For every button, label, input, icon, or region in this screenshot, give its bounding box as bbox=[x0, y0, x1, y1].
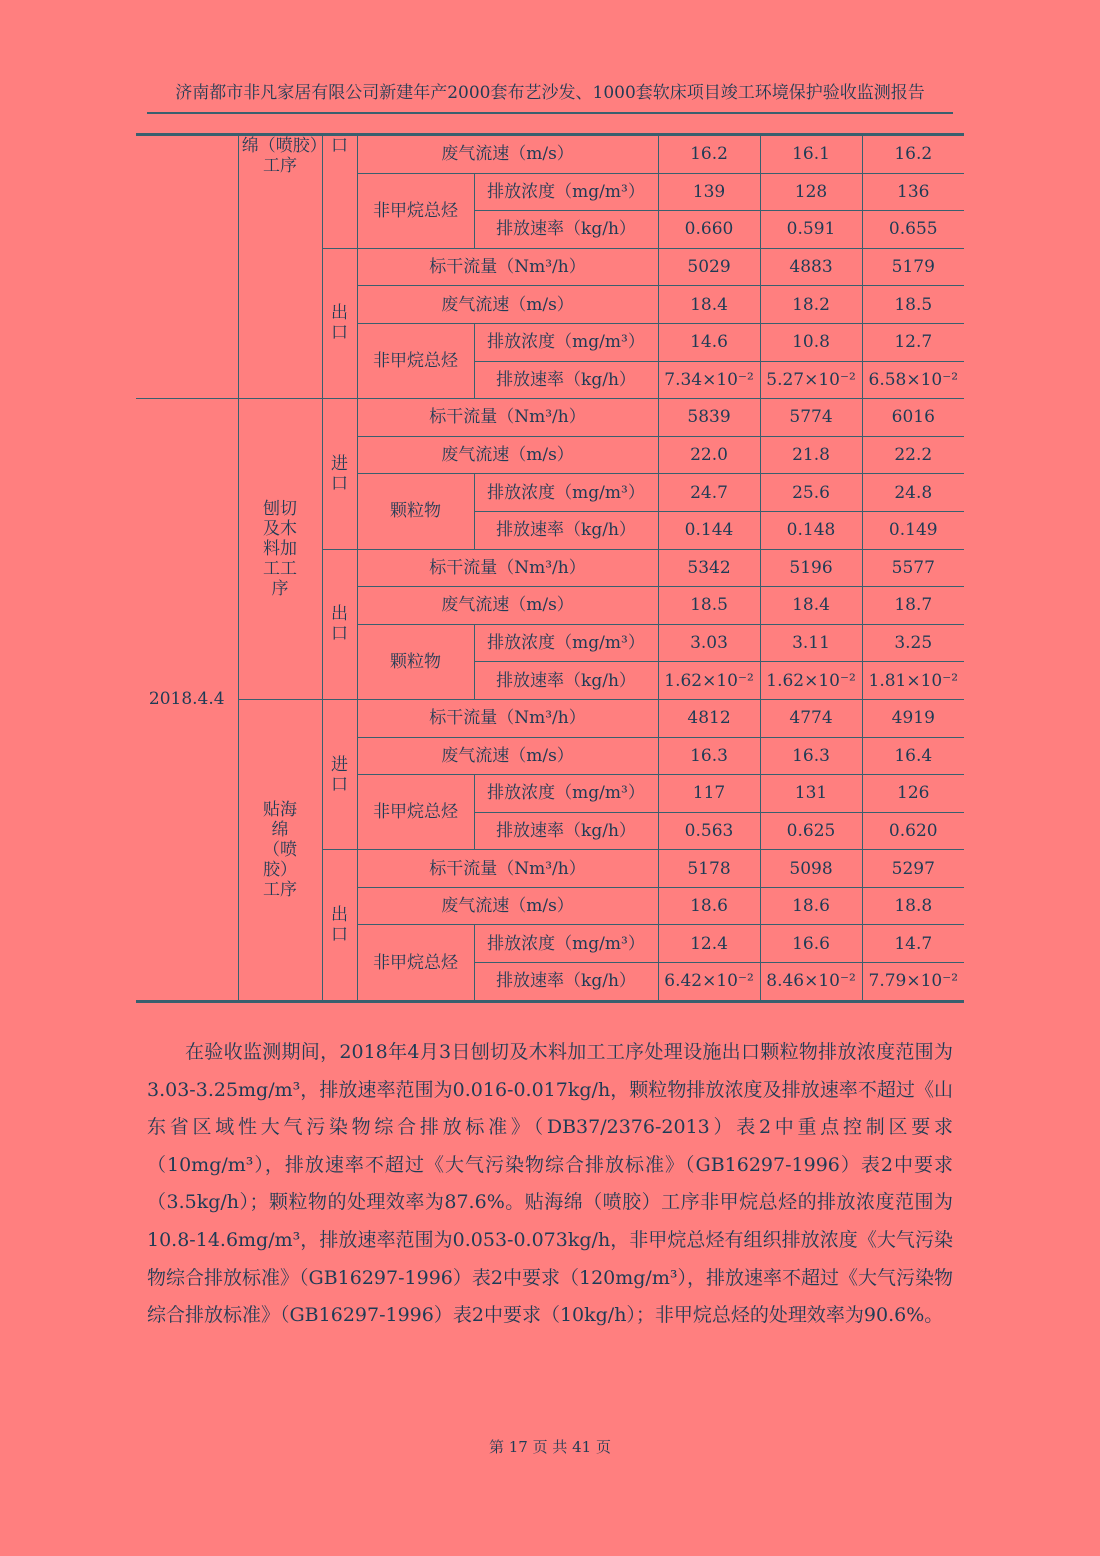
value-cell: 12.4 bbox=[658, 925, 760, 963]
paragraph-text: 在验收监测期间，2018年4月3日刨切及木料加工工序处理设施出口颗粒物排放浓度范围为3.03-3.25mg/m³，排放速率范围为0.016-0.017kg/h，颗粒物排放浓度及排放速率不超过《山东省区域性大气污染物综合排放标准》（DB37/2376-2013）表2中重点控制区要求（10mg/m³），排放速率不超过《大气污染物综合排放标准》（GB16297-1996）表2中要求（3.5kg/h）；颗粒物的处理效率为87.6%。贴海绵（喷胶）工序非甲烷总烃的排放浓度范围为10.8-14.6mg/m³，排放速率范围为0.053-0.073kg/h，非甲烷总烃有组织排放浓度《大气污染物综合排放标准》（GB16297-1996）表2中要求（120mg/m³），排放速率不超过《大气污染物综合排放标准》（GB16297-1996）表2中要求（10kg/h）；非甲烷总烃的处理效率为90.6%。 bbox=[147, 1041, 953, 1327]
value-cell: 1.81×10⁻² bbox=[862, 662, 964, 700]
value-cell: 18.8 bbox=[862, 887, 964, 925]
value-cell: 18.4 bbox=[760, 587, 862, 625]
value-cell: 16.3 bbox=[760, 737, 862, 775]
value-cell: 4919 bbox=[862, 699, 964, 737]
value-cell: 16.1 bbox=[760, 135, 862, 174]
value-cell: 5178 bbox=[658, 850, 760, 888]
value-cell: 4812 bbox=[658, 699, 760, 737]
param-label: 排放浓度（mg/m³） bbox=[474, 775, 658, 813]
value-cell: 5774 bbox=[760, 399, 862, 437]
value-cell: 117 bbox=[658, 775, 760, 813]
value-cell: 14.7 bbox=[862, 925, 964, 963]
pollutant-label: 颗粒物 bbox=[357, 624, 474, 699]
process-cell: 贴海绵（喷胶）工序 bbox=[238, 699, 322, 1001]
param-label: 标干流量（Nm³/h） bbox=[357, 699, 658, 737]
value-cell: 18.6 bbox=[658, 887, 760, 925]
monitoring-table bbox=[136, 133, 964, 1003]
param-label: 排放浓度（mg/m³） bbox=[474, 173, 658, 211]
value-cell: 1.62×10⁻² bbox=[658, 662, 760, 700]
value-cell: 6.42×10⁻² bbox=[658, 963, 760, 1002]
param-label: 标干流量（Nm³/h） bbox=[357, 850, 658, 888]
date-cell: 2018.4.4 bbox=[136, 399, 238, 1002]
value-cell: 136 bbox=[862, 173, 964, 211]
value-cell: 7.79×10⁻² bbox=[862, 963, 964, 1002]
value-cell: 3.25 bbox=[862, 624, 964, 662]
page-number: 第 17 页 共 41 页 bbox=[488, 1438, 611, 1456]
value-cell: 3.03 bbox=[658, 624, 760, 662]
outlet-label: 出口 bbox=[322, 248, 357, 398]
value-cell: 0.591 bbox=[760, 211, 862, 249]
outlet-label: 出口 bbox=[322, 850, 357, 1001]
value-cell: 18.7 bbox=[862, 587, 964, 625]
value-cell: 25.6 bbox=[760, 474, 862, 512]
inlet-label: 口 bbox=[322, 135, 357, 249]
value-cell: 0.148 bbox=[760, 511, 862, 549]
value-cell: 4883 bbox=[760, 248, 862, 286]
value-cell: 131 bbox=[760, 775, 862, 813]
value-cell: 18.5 bbox=[862, 286, 964, 324]
pollutant-label: 非甲烷总烃 bbox=[357, 173, 474, 248]
value-cell: 1.62×10⁻² bbox=[760, 662, 862, 700]
param-label: 标干流量（Nm³/h） bbox=[357, 399, 658, 437]
header-rule bbox=[147, 112, 953, 114]
value-cell: 7.34×10⁻² bbox=[658, 361, 760, 399]
report-header: 济南都市非凡家居有限公司新建年产2000套布艺沙发、1000套软床项目竣工环境保护验收监测报告 bbox=[175, 83, 925, 103]
param-label: 废气流速（m/s） bbox=[357, 887, 658, 925]
value-cell: 126 bbox=[862, 775, 964, 813]
value-cell: 8.46×10⁻² bbox=[760, 963, 862, 1002]
value-cell: 21.8 bbox=[760, 436, 862, 474]
value-cell: 0.620 bbox=[862, 812, 964, 850]
value-cell: 18.4 bbox=[658, 286, 760, 324]
value-cell: 18.5 bbox=[658, 587, 760, 625]
param-label: 标干流量（Nm³/h） bbox=[357, 248, 658, 286]
value-cell: 24.8 bbox=[862, 474, 964, 512]
value-cell: 0.625 bbox=[760, 812, 862, 850]
inlet-label: 进口 bbox=[322, 699, 357, 849]
process-cell: 刨切及木料加工工序 bbox=[238, 399, 322, 700]
param-label: 排放速率（kg/h） bbox=[474, 361, 658, 399]
value-cell: 16.6 bbox=[760, 925, 862, 963]
pollutant-label: 非甲烷总烃 bbox=[357, 323, 474, 398]
value-cell: 24.7 bbox=[658, 474, 760, 512]
date-cell-blank bbox=[136, 135, 238, 399]
value-cell: 22.0 bbox=[658, 436, 760, 474]
param-label: 废气流速（m/s） bbox=[357, 587, 658, 625]
inlet-label: 进口 bbox=[322, 399, 357, 549]
value-cell: 22.2 bbox=[862, 436, 964, 474]
pollutant-label: 非甲烷总烃 bbox=[357, 925, 474, 1001]
pollutant-label: 颗粒物 bbox=[357, 474, 474, 549]
value-cell: 5.27×10⁻² bbox=[760, 361, 862, 399]
value-cell: 5098 bbox=[760, 850, 862, 888]
param-label: 排放速率（kg/h） bbox=[474, 963, 658, 1002]
value-cell: 14.6 bbox=[658, 323, 760, 361]
param-label: 排放浓度（mg/m³） bbox=[474, 474, 658, 512]
value-cell: 5577 bbox=[862, 549, 964, 587]
value-cell: 16.4 bbox=[862, 737, 964, 775]
value-cell: 18.2 bbox=[760, 286, 862, 324]
param-label: 排放浓度（mg/m³） bbox=[474, 624, 658, 662]
value-cell: 16.3 bbox=[658, 737, 760, 775]
conclusion-paragraph bbox=[147, 1034, 953, 1335]
param-label: 废气流速（m/s） bbox=[357, 436, 658, 474]
table-row bbox=[136, 135, 964, 174]
param-label: 排放速率（kg/h） bbox=[474, 211, 658, 249]
value-cell: 5297 bbox=[862, 850, 964, 888]
value-cell: 0.563 bbox=[658, 812, 760, 850]
value-cell: 128 bbox=[760, 173, 862, 211]
table-row bbox=[136, 699, 964, 737]
value-cell: 16.2 bbox=[862, 135, 964, 174]
param-label: 排放速率（kg/h） bbox=[474, 511, 658, 549]
value-cell: 6.58×10⁻² bbox=[862, 361, 964, 399]
outlet-label: 出口 bbox=[322, 549, 357, 699]
param-label: 排放速率（kg/h） bbox=[474, 812, 658, 850]
param-label: 排放浓度（mg/m³） bbox=[474, 323, 658, 361]
value-cell: 6016 bbox=[862, 399, 964, 437]
value-cell: 5196 bbox=[760, 549, 862, 587]
value-cell: 0.149 bbox=[862, 511, 964, 549]
value-cell: 0.144 bbox=[658, 511, 760, 549]
value-cell: 16.2 bbox=[658, 135, 760, 174]
value-cell: 5342 bbox=[658, 549, 760, 587]
value-cell: 4774 bbox=[760, 699, 862, 737]
value-cell: 5839 bbox=[658, 399, 760, 437]
value-cell: 12.7 bbox=[862, 323, 964, 361]
value-cell: 3.11 bbox=[760, 624, 862, 662]
table-row bbox=[136, 399, 964, 437]
param-label: 标干流量（Nm³/h） bbox=[357, 549, 658, 587]
value-cell: 5179 bbox=[862, 248, 964, 286]
value-cell: 139 bbox=[658, 173, 760, 211]
value-cell: 0.660 bbox=[658, 211, 760, 249]
param-label: 废气流速（m/s） bbox=[357, 135, 658, 174]
value-cell: 0.655 bbox=[862, 211, 964, 249]
param-label: 废气流速（m/s） bbox=[357, 286, 658, 324]
process-cell: 绵（喷胶）工序 bbox=[238, 135, 322, 399]
value-cell: 10.8 bbox=[760, 323, 862, 361]
param-label: 排放浓度（mg/m³） bbox=[474, 925, 658, 963]
value-cell: 5029 bbox=[658, 248, 760, 286]
param-label: 废气流速（m/s） bbox=[357, 737, 658, 775]
pollutant-label: 非甲烷总烃 bbox=[357, 775, 474, 850]
value-cell: 18.6 bbox=[760, 887, 862, 925]
param-label: 排放速率（kg/h） bbox=[474, 662, 658, 700]
